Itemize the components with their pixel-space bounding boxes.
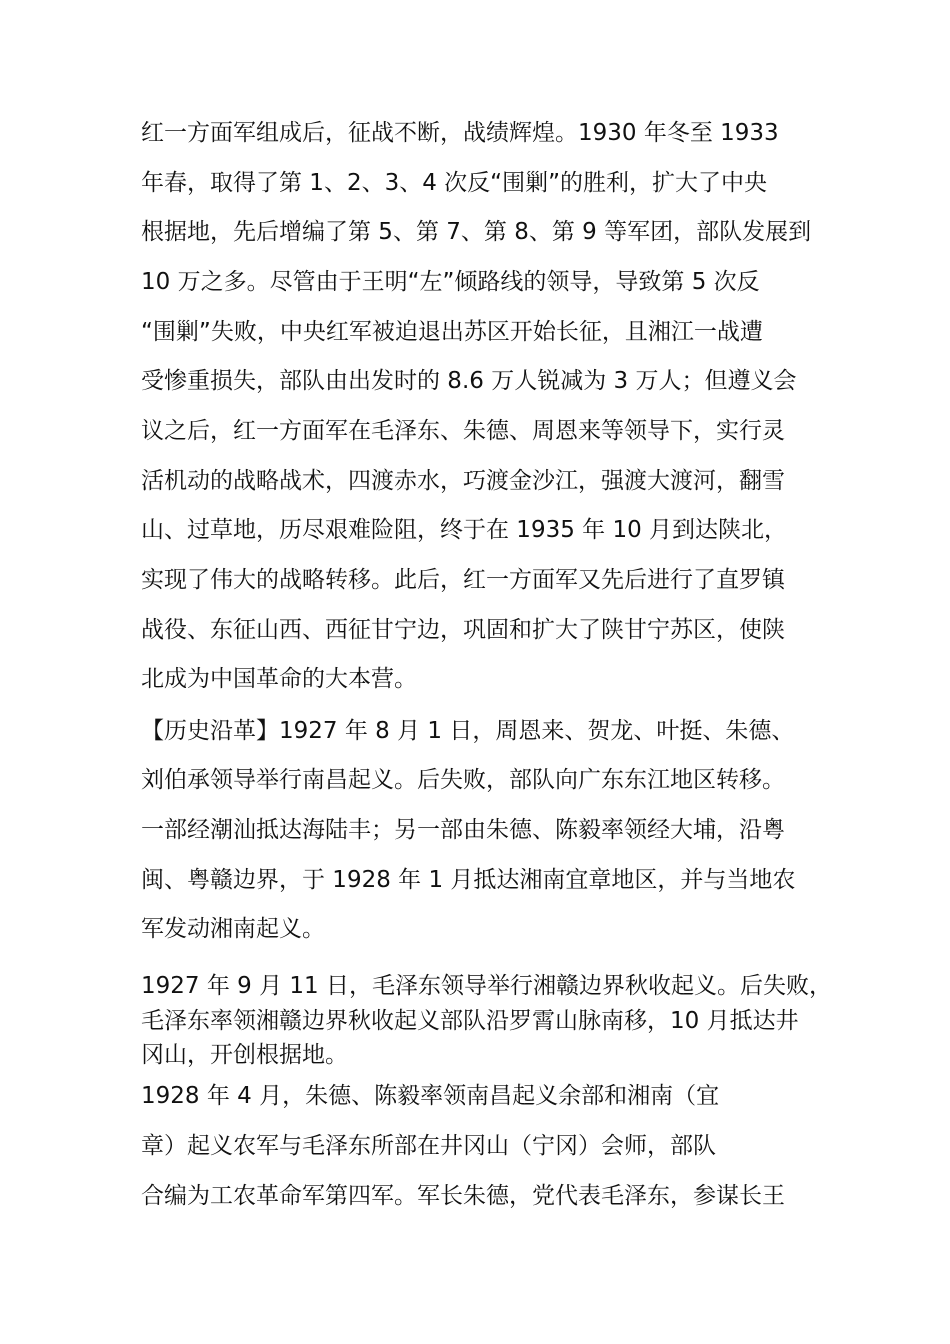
- paragraph-line: 战役、东征山西、西征甘宁边，巩固和扩大了陕甘宁苏区，使陕: [141, 617, 785, 643]
- paragraph-line: 一部经潮汕抵达海陆丰；另一部由朱德、陈毅率领经大埔，沿粤: [141, 817, 785, 843]
- paragraph-line: 根据地，先后增编了第 5、第 7、第 8、第 9 等军团，部队发展到: [141, 219, 812, 245]
- paragraph-line: 军发动湘南起义。: [141, 916, 325, 942]
- paragraph-line: 红一方面军组成后，征战不断，战绩辉煌。1930 年冬至 1933: [141, 120, 779, 146]
- paragraph-line: 年春，取得了第 1、2、3、4 次反“围剿”的胜利，扩大了中央: [141, 170, 767, 196]
- paragraph-line: 活机动的战略战术，四渡赤水，巧渡金沙江，强渡大渡河，翻雪: [141, 468, 785, 494]
- paragraph-line: 合编为工农革命军第四军。军长朱德，党代表毛泽东，参谋长王: [141, 1183, 785, 1209]
- paragraph-line: 刘伯承领导举行南昌起义。后失败，部队向广东东江地区转移。: [141, 767, 785, 793]
- paragraph-line: 10 万之多。尽管由于王明“左”倾路线的领导，导致第 5 次反: [141, 269, 760, 295]
- paragraph-line: “围剿”失败，中央红军被迫退出苏区开始长征，且湘江一战遭: [141, 319, 763, 345]
- paragraph-line: 北成为中国革命的大本营。: [141, 666, 417, 692]
- paragraph-line: 1928 年 4 月，朱德、陈毅率领南昌起义余部和湘南（宜: [141, 1083, 720, 1109]
- paragraph-line: 1927 年 9 月 11 日，毛泽东领导举行湘赣边界秋收起义。后失败，: [141, 973, 832, 999]
- paragraph-line: 毛泽东率领湘赣边界秋收起义部队沿罗霄山脉南移，10 月抵达井: [141, 1008, 799, 1034]
- paragraph-line: 山、过草地，历尽艰难险阻，终于在 1935 年 10 月到达陕北，: [141, 517, 788, 543]
- paragraph-line: 章）起义农军与毛泽东所部在井冈山（宁冈）会师，部队: [141, 1133, 716, 1159]
- paragraph-line: 议之后，红一方面军在毛泽东、朱德、周恩来等领导下，实行灵: [141, 418, 785, 444]
- paragraph-line: 闽、粤赣边界，于 1928 年 1 月抵达湘南宜章地区，并与当地农: [141, 867, 796, 893]
- paragraph-line: 冈山，开创根据地。: [141, 1042, 348, 1068]
- paragraph-line: 受惨重损失，部队由出发时的 8.6 万人锐减为 3 万人；但遵义会: [141, 368, 797, 394]
- paragraph-line: 实现了伟大的战略转移。此后，红一方面军又先后进行了直罗镇: [141, 567, 785, 593]
- paragraph-line: 【历史沿革】1927 年 8 月 1 日，周恩来、贺龙、叶挺、朱德、: [141, 718, 795, 744]
